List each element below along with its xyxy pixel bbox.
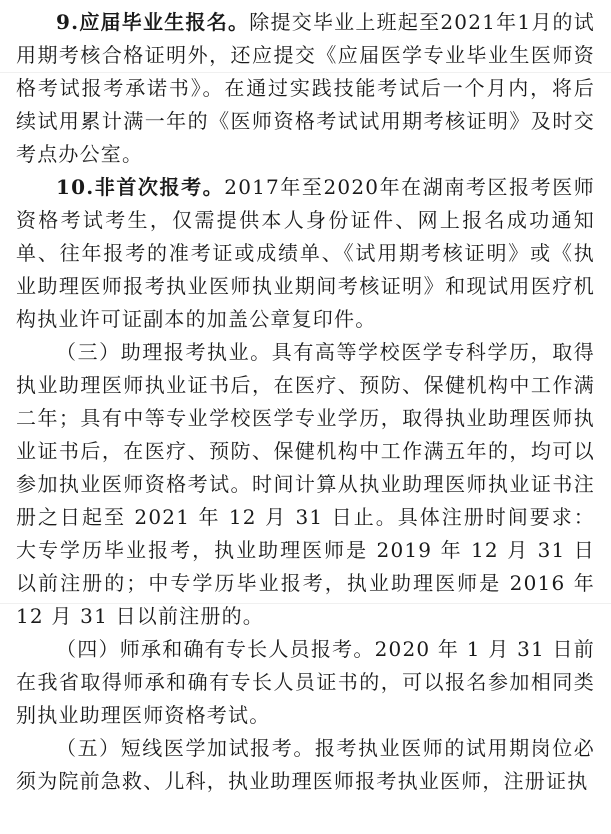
paragraph-lead: 9.应届毕业生报名。 <box>56 10 250 34</box>
paragraph-body: （三）助理报考执业。具有高等学校医学专科学历，取得执业助理医师执业证书后，在医疗、预防、保健机构中工作满二年；具有中等专业学校医学专业学历，取得执业助理医师执业证书后，在医疗、预防、保健机构中工作满五年的，均可以参加执业医师资格考试。时间计算从执业助理医师执业证书注册之日起至 2021 年 12 月 31 日止。具体注册时间要求：大专学历毕业报考，执业助理医师是 2019 年 12 月 31 日以前注册的；中专学历毕业报考，执业助理医师是 2016 年 12 月 31 日以前注册的。 <box>16 340 595 628</box>
scan-line <box>0 603 611 604</box>
paragraph-mentorship <box>16 633 595 732</box>
paragraph-assistant-to-practitioner <box>16 336 595 633</box>
paragraph-repeat-applicant <box>16 171 595 336</box>
paragraph-body: （四）师承和确有专长人员报考。2020 年 1 月 31 日前在我省取得师承和确有专长人员证书的，可以报名参加相同类别执业助理医师资格考试。 <box>16 637 595 727</box>
paragraph-shortage-specialty <box>16 732 595 798</box>
scan-line <box>0 72 611 73</box>
paragraph-lead: 10.非首次报考。 <box>56 175 225 199</box>
paragraph-fresh-graduate <box>16 6 595 171</box>
paragraph-body: （五）短线医学加试报考。报考执业医师的试用期岗位必须为院前急救、儿科，执业助理医师报考执业医师，注册证执 <box>16 736 595 793</box>
paragraph-body: 除提交毕业上班起至2021年1月的试用期考核合格证明外，还应提交《应届医学专业毕业生医师资格考试报考承诺书》。在通过实践技能考试后一个月内，将后续试用累计满一年的《医师资格考试试用期考核证明》及时交考点办公室。 <box>16 10 595 166</box>
paragraph-body: 2017年至2020年在湖南考区报考医师资格考试考生，仅需提供本人身份证件、网上报名成功通知单、往年报考的准考证或成绩单、《试用期考核证明》或《执业助理医师报考执业医师执业期间考核证明》和现试用医疗机构执业许可证副本的加盖公章复印件。 <box>16 175 595 331</box>
